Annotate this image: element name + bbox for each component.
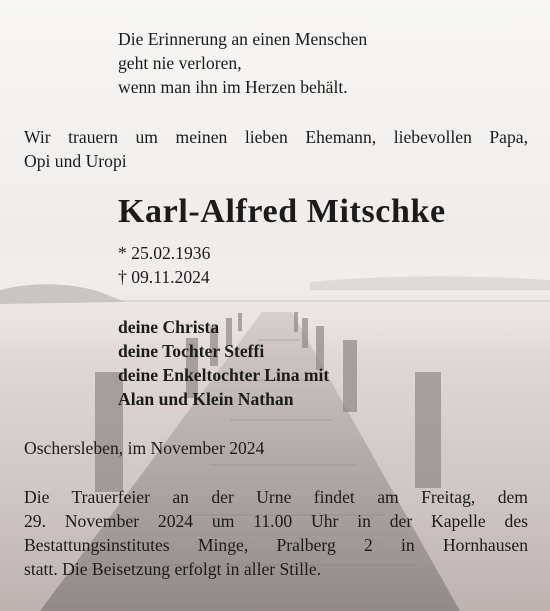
place-and-date: Oschersleben, im November 2024 xyxy=(24,438,265,458)
memorial-quote xyxy=(118,27,367,99)
mourning-intro xyxy=(24,125,528,173)
quote-line: geht nie verloren, xyxy=(118,53,242,73)
quote-line: Die Erinnerung an einen Menschen xyxy=(118,29,368,49)
intro-line: Opi und Uropi xyxy=(24,151,127,171)
mourner-line: deine Enkeltochter Lina mit xyxy=(118,365,330,385)
funeral-line: Die Trauerfeier an der Urne findet am Freitag, dem xyxy=(24,487,528,507)
birth-date: * 25.02.1936 xyxy=(118,243,211,263)
deceased-name: Karl-Alfred Mitschke xyxy=(118,193,446,230)
death-date: † 09.11.2024 xyxy=(118,267,210,287)
funeral-details xyxy=(24,485,528,581)
intro-line: Wir trauern um meinen lieben Ehemann, liebevollen Papa, xyxy=(24,127,528,147)
life-dates xyxy=(118,241,210,289)
mourner-line: deine Christa xyxy=(118,317,220,337)
funeral-line: statt. Die Beisetzung erfolgt in aller Stille. xyxy=(24,559,322,579)
mourner-line: deine Tochter Steffi xyxy=(118,341,265,361)
mourners-list xyxy=(118,315,329,411)
quote-line: wenn man ihn im Herzen behält. xyxy=(118,77,348,97)
mourner-line: Alan und Klein Nathan xyxy=(118,389,294,409)
funeral-line: 29. November 2024 um 11.00 Uhr in der Kapelle des xyxy=(24,511,528,531)
funeral-line: Bestattungsinstitutes Minge, Pralberg 2 in Hornhausen xyxy=(24,535,528,555)
